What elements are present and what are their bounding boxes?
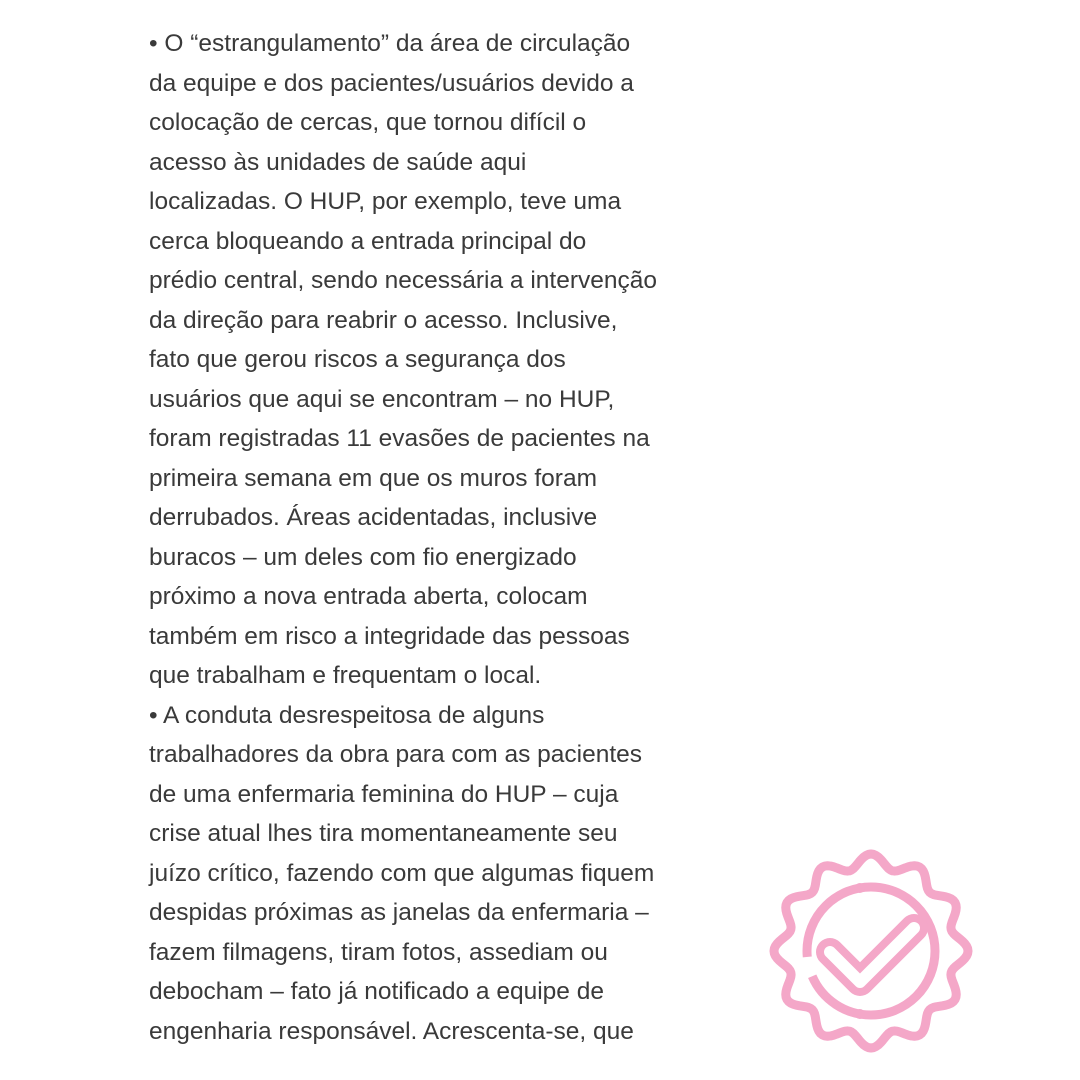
seal-ring-dot — [855, 1009, 865, 1019]
text-line: cerca bloqueando a entrada principal do — [149, 227, 587, 255]
text-line: que trabalham e frequentam o local. — [149, 662, 542, 689]
text-line: derrubados. Áreas acidentadas, inclusive — [149, 504, 598, 531]
document-text — [149, 24, 729, 1051]
seal-ring-dot — [855, 883, 865, 893]
text-line: acesso às unidades de saúde aqui — [149, 148, 527, 176]
text-line: • A conduta desrespeitosa de alguns — [149, 701, 545, 729]
text-line: trabalhadores da obra para com as pacientes — [149, 741, 643, 768]
verified-badge-check-icon — [768, 848, 974, 1054]
text-line: juízo crítico, fazendo com que algumas fiquem — [149, 859, 655, 887]
text-line: crise atual lhes tira momentaneamente seu — [149, 820, 618, 847]
text-line: também em risco a integridade das pessoas — [149, 622, 630, 650]
text-line: foram registradas 11 evasões de pacientes na — [149, 425, 650, 452]
text-line: buracos – um deles com fio energizado — [149, 543, 577, 571]
text-line: de uma enfermaria feminina do HUP – cuja — [149, 780, 619, 808]
text-line: da direção para reabrir o acesso. Inclusive, — [149, 306, 618, 334]
text-line: • O “estrangulamento” da área de circulação — [149, 30, 631, 57]
text-line: fato que gerou riscos a segurança dos — [149, 346, 566, 373]
text-line: localizadas. O HUP, por exemplo, teve uma — [149, 188, 622, 215]
text-line: colocação de cercas, que tornou difícil o — [149, 109, 587, 136]
text-line: prédio central, sendo necessária a intervenção — [149, 267, 658, 294]
text-line: da equipe e dos pacientes/usuários devido a — [149, 69, 634, 97]
text-line: debocham – fato já notificado a equipe de — [149, 978, 604, 1005]
text-line: usuários que aqui se encontram – no HUP, — [149, 385, 615, 413]
text-line: fazem filmagens, tiram fotos, assediam ou — [149, 938, 608, 966]
text-line: engenharia responsável. Acrescenta-se, que — [149, 1017, 634, 1045]
text-line: primeira semana em que os muros foram — [149, 464, 597, 492]
text-line: próximo a nova entrada aberta, colocam — [149, 583, 588, 610]
text-line: despidas próximas as janelas da enfermaria – — [149, 899, 649, 926]
